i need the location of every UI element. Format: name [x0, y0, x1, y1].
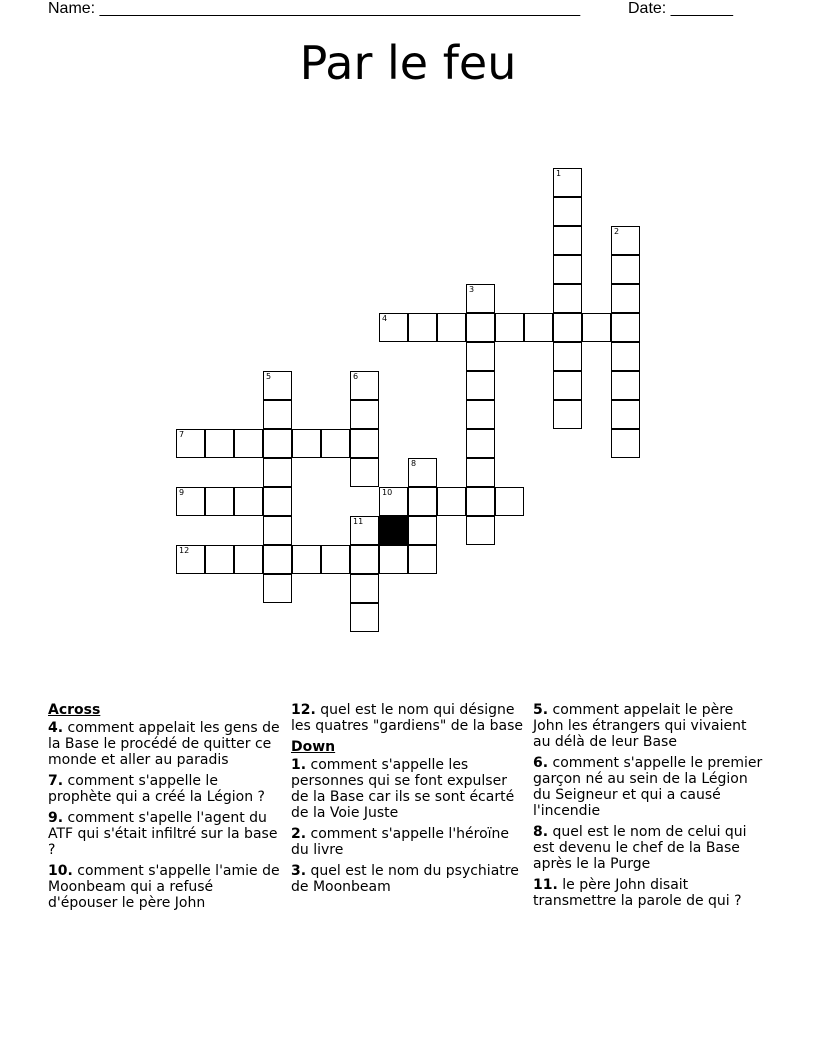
clue-text: quel est le nom du psychiatre de Moonbeam: [291, 863, 519, 895]
clue-item: [48, 810, 280, 858]
crossword-cell[interactable]: [234, 487, 263, 516]
clue-item: [533, 702, 765, 750]
crossword-cell[interactable]: [379, 313, 408, 342]
clue-text: comment s'appelle l'amie de Moonbeam qui a refusé d'épouser le père John: [48, 863, 280, 911]
crossword-cell[interactable]: [466, 342, 495, 371]
crossword-cell[interactable]: [408, 458, 437, 487]
clue-number: 10: [382, 488, 393, 497]
clue-item: [48, 773, 280, 805]
crossword-cell[interactable]: [234, 429, 263, 458]
crossword-cell[interactable]: [350, 603, 379, 632]
clue-text: comment appelait les gens de la Base le procédé de quitter ce monde et aller au paradis: [48, 720, 280, 768]
page-title: Par le feu: [299, 36, 517, 90]
clue-item: [533, 877, 765, 909]
crossword-cell[interactable]: [611, 400, 640, 429]
clue-item: [291, 757, 523, 821]
crossword-cell[interactable]: [379, 487, 408, 516]
crossword-cell[interactable]: [553, 313, 582, 342]
crossword-cell[interactable]: [553, 197, 582, 226]
crossword-cell[interactable]: [350, 371, 379, 400]
crossword-cell[interactable]: [408, 516, 437, 545]
across-clue-list: [48, 720, 280, 911]
clue-text: quel est le nom de celui qui est devenu le chef de la Base après le la Purge: [533, 824, 747, 872]
crossword-cell[interactable]: [611, 226, 640, 255]
crossword-cell[interactable]: [437, 487, 466, 516]
crossword-cell[interactable]: [350, 400, 379, 429]
crossword-cell[interactable]: [176, 545, 205, 574]
crossword-cell[interactable]: [553, 226, 582, 255]
crossword-cell[interactable]: [350, 574, 379, 603]
crossword-cell[interactable]: [408, 545, 437, 574]
down-clue-list: [291, 757, 523, 895]
crossword-cell[interactable]: [263, 545, 292, 574]
crossword-cell[interactable]: [553, 284, 582, 313]
clue-number: 9: [179, 488, 185, 497]
clue-text: comment s'apelle l'agent du ATF qui s'était infiltré sur la base ?: [48, 810, 278, 858]
crossword-cell[interactable]: [495, 487, 524, 516]
crossword-cell[interactable]: [553, 342, 582, 371]
crossword-cell[interactable]: [408, 487, 437, 516]
clue-text: comment s'appelle les personnes qui se font expulser de la Base car ils se sont écarté de la Voie Juste: [291, 757, 515, 821]
crossword-cell[interactable]: [553, 255, 582, 284]
clues-column-1: [48, 702, 280, 916]
clue-number: 3: [469, 285, 475, 294]
crossword-cell[interactable]: [350, 429, 379, 458]
crossword-cell[interactable]: [408, 313, 437, 342]
crossword-cell[interactable]: [263, 516, 292, 545]
crossword-cell[interactable]: [611, 342, 640, 371]
crossword-cell[interactable]: [553, 168, 582, 197]
crossword-cell[interactable]: [379, 545, 408, 574]
crossword-cell[interactable]: [263, 458, 292, 487]
crossword-cell[interactable]: [205, 487, 234, 516]
crossword-cell[interactable]: [205, 429, 234, 458]
crossword-cell[interactable]: [234, 545, 263, 574]
clue-item: [48, 863, 280, 911]
crossword-cell[interactable]: [263, 574, 292, 603]
clue-number-label: 7.: [48, 773, 64, 789]
crossword-cell[interactable]: [466, 458, 495, 487]
crossword-cell[interactable]: [553, 400, 582, 429]
clue-number: 6: [353, 372, 359, 381]
crossword-cell[interactable]: [176, 487, 205, 516]
crossword-cell[interactable]: [611, 313, 640, 342]
down-clue-list-continued: [533, 702, 765, 909]
clue-number: 7: [179, 430, 185, 439]
crossword-cell[interactable]: [350, 545, 379, 574]
clue-text: le père John disait transmettre la parole de qui ?: [533, 877, 742, 909]
crossword-cell[interactable]: [466, 487, 495, 516]
across-clue-list-continued: [291, 702, 523, 734]
clues-column-2: [291, 702, 523, 900]
date-field[interactable]: Date: _______: [628, 0, 733, 17]
clue-text: comment s'appelle le prophète qui a créé la Légion ?: [48, 773, 265, 805]
down-heading: Down: [291, 739, 336, 755]
clue-number-label: 5.: [533, 702, 549, 718]
crossword-cell[interactable]: [582, 313, 611, 342]
crossword-cell[interactable]: [466, 284, 495, 313]
crossword-cell[interactable]: [263, 429, 292, 458]
name-field[interactable]: Name: ______________________________________________________: [48, 0, 581, 17]
crossword-cell[interactable]: [176, 429, 205, 458]
crossword-cell[interactable]: [321, 545, 350, 574]
clue-number-label: 4.: [48, 720, 64, 736]
crossword-cell[interactable]: [495, 313, 524, 342]
crossword-cell[interactable]: [292, 545, 321, 574]
crossword-cell[interactable]: [611, 429, 640, 458]
crossword-cell[interactable]: [437, 313, 466, 342]
crossword-cell[interactable]: [263, 487, 292, 516]
crossword-cell[interactable]: [611, 255, 640, 284]
clue-number-label: 10.: [48, 863, 73, 879]
crossword-cell[interactable]: [466, 429, 495, 458]
clue-number: 12: [179, 546, 190, 555]
across-heading: Across: [48, 702, 101, 718]
clue-number-label: 3.: [291, 863, 307, 879]
clue-number: 2: [614, 227, 620, 236]
clue-number: 5: [266, 372, 272, 381]
crossword-cell[interactable]: [466, 313, 495, 342]
crossword-cell[interactable]: [553, 371, 582, 400]
clue-number-label: 6.: [533, 755, 549, 771]
crossword-cell[interactable]: [611, 371, 640, 400]
clue-item: [533, 824, 765, 872]
clue-number-label: 1.: [291, 757, 307, 773]
clue-item: [291, 702, 523, 734]
clue-text: comment s'appelle le premier garçon né au sein de la Légion du Seigneur et qui a causé l'incendie: [533, 755, 763, 819]
clue-text: comment appelait le père John les étrangers qui vivaient au délà de leur Base: [533, 702, 747, 750]
crossword-cell[interactable]: [466, 371, 495, 400]
clue-item: [291, 863, 523, 895]
clue-number-label: 2.: [291, 826, 307, 842]
crossword-cell[interactable]: [466, 400, 495, 429]
crossword-black-cell: [379, 516, 408, 545]
clue-text: comment s'appelle l'héroïne du livre: [291, 826, 510, 858]
clue-number: 4: [382, 314, 388, 323]
crossword-cell[interactable]: [611, 284, 640, 313]
clues-column-3: [533, 702, 765, 914]
crossword-cell[interactable]: [205, 545, 234, 574]
clue-number-label: 11.: [533, 877, 558, 893]
crossword-cell[interactable]: [350, 458, 379, 487]
clue-number-label: 12.: [291, 702, 316, 718]
crossword-cell[interactable]: [524, 313, 553, 342]
crossword-cell[interactable]: [350, 516, 379, 545]
clue-number: 1: [556, 169, 562, 178]
clue-number: 11: [353, 517, 364, 526]
crossword-cell[interactable]: [263, 371, 292, 400]
crossword-cell[interactable]: [292, 429, 321, 458]
clue-item: [291, 826, 523, 858]
clue-number-label: 9.: [48, 810, 64, 826]
clue-number: 8: [411, 459, 417, 468]
crossword-cell[interactable]: [321, 429, 350, 458]
crossword-cell[interactable]: [263, 400, 292, 429]
clue-number-label: 8.: [533, 824, 549, 840]
clue-item: [48, 720, 280, 768]
clue-item: [533, 755, 765, 819]
crossword-cell[interactable]: [466, 516, 495, 545]
clue-text: quel est le nom qui désigne les quatres "gardiens" de la base: [291, 702, 523, 734]
